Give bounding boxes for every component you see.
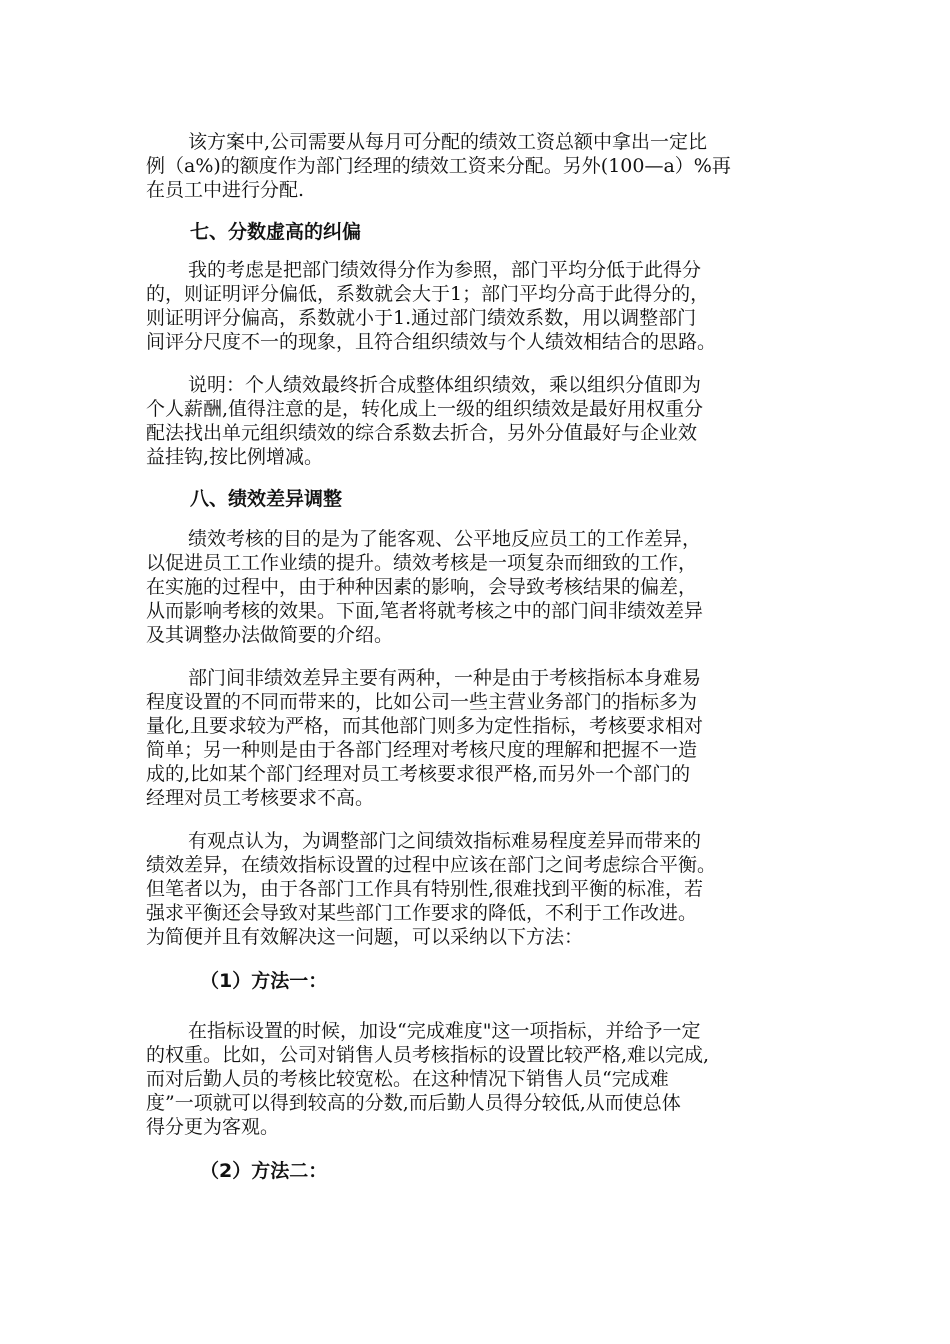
paragraph-line: 该方案中,公司需要从每月可分配的绩效工资总额中拿出一定比	[188, 131, 708, 153]
paragraph-line: 例（a%)的额度作为部门经理的绩效工资来分配。另外(100—a）%再	[146, 155, 731, 177]
paragraph-line: 绩效差异，在绩效指标设置的过程中应该在部门之间考虑综合平衡。	[146, 854, 717, 876]
paragraph-line: 益挂钩,按比例增减。	[146, 446, 324, 468]
paragraph-department-coefficient	[146, 258, 812, 354]
paragraph-line: 绩效考核的目的是为了能客观、公平地反应员工的工作差异，	[188, 528, 702, 550]
paragraph-line: 程度设置的不同而带来的，比如公司一些主营业务部门的指标多为	[146, 691, 698, 713]
paragraph-line: 强求平衡还会导致对某些部门工作要求的降低，不利于工作改进。	[146, 902, 698, 924]
paragraph-line: 而对后勤人员的考核比较宽松。在这种情况下销售人员“完成难	[146, 1068, 669, 1090]
paragraph-balance-viewpoint	[146, 829, 812, 949]
section-heading-score-correction: 七、分数虚高的纠偏	[190, 221, 362, 243]
paragraph-line: 从而影响考核的效果。下面,笔者将就考核之中的部门间非绩效差异	[146, 600, 704, 622]
paragraph-line: 及其调整办法做简要的介绍。	[146, 624, 394, 646]
paragraph-line: 在指标设置的时候，加设“完成难度"这一项指标，并给予一定	[188, 1020, 701, 1042]
paragraph-line: 说明：个人绩效最终折合成整体组织绩效，乘以组织分值即为	[188, 374, 702, 396]
paragraph-line: 简单；另一种则是由于各部门经理对考核尺度的理解和把握不一造	[146, 739, 698, 761]
paragraph-line: 间评分尺度不一的现象，且符合组织绩效与个人绩效相结合的思路。	[146, 331, 717, 353]
paragraph-line: 有观点认为，为调整部门之间绩效指标难易程度差异而带来的	[188, 830, 702, 852]
paragraph-line: 配法找出单元组织绩效的综合系数去折合，另外分值最好与企业效	[146, 422, 698, 444]
paragraph-line: 度”一项就可以得到较高的分数,而后勤人员得分较低,从而使总体	[146, 1092, 681, 1114]
paragraph-non-performance-differences	[146, 666, 812, 810]
paragraph-line: 以促进员工工作业绩的提升。绩效考核是一项复杂而细致的工作，	[146, 552, 698, 574]
paragraph-line: 个人薪酬,值得注意的是，转化成上一级的组织绩效是最好用权重分	[146, 398, 704, 420]
paragraph-line: 为简便并且有效解决这一问题，可以采纳以下方法：	[146, 926, 584, 948]
paragraph-scheme-allocation	[146, 130, 812, 202]
paragraph-method-one	[146, 1019, 812, 1139]
paragraph-line: 在员工中进行分配.	[146, 179, 305, 201]
method-two-heading: （2）方法二：	[200, 1160, 328, 1182]
paragraph-line: 成的,比如某个部门经理对员工考核要求很严格,而另外一个部门的	[146, 763, 691, 785]
paragraph-line: 我的考虑是把部门绩效得分作为参照，部门平均分低于此得分	[188, 259, 702, 281]
section-heading-performance-difference: 八、绩效差异调整	[190, 488, 343, 510]
paragraph-assessment-purpose	[146, 527, 812, 647]
paragraph-line: 量化,且要求较为严格，而其他部门则多为定性指标，考核要求相对	[146, 715, 704, 737]
paragraph-line: 的，则证明评分偏低，系数就会大于1；部门平均分高于此得分的，	[146, 283, 710, 305]
paragraph-line: 但笔者以为，由于各部门工作具有特别性,很难找到平衡的标准，若	[146, 878, 704, 900]
paragraph-line: 则证明评分偏高，系数就小于1.通过部门绩效系数，用以调整部门	[146, 307, 697, 329]
paragraph-line: 得分更为客观。	[146, 1116, 280, 1138]
paragraph-line: 部门间非绩效差异主要有两种，一种是由于考核指标本身难易	[188, 667, 702, 689]
method-one-heading: （1）方法一：	[200, 970, 328, 992]
paragraph-line: 在实施的过程中，由于种种因素的影响，会导致考核结果的偏差，	[146, 576, 698, 598]
paragraph-explanation	[146, 373, 812, 469]
paragraph-line: 的权重。比如，公司对销售人员考核指标的设置比较严格,难以完成,	[146, 1044, 710, 1066]
paragraph-line: 经理对员工考核要求不高。	[146, 787, 375, 809]
